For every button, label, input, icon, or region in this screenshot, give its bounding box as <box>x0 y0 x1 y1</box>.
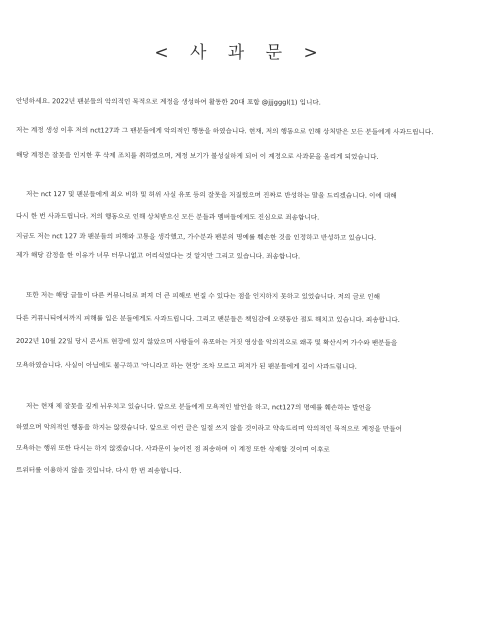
letter-line: 트위터를 이용하지 않을 것입니다. 다시 한 번 죄송합니다. <box>15 466 182 475</box>
letter-line: 저는 계정 생성 이후 저의 nct127과 그 팬분들에게 악의적인 행동을 하였습니다. 현재, 저의 행동으로 인해 상처받은 모든 분들에게 사과드립니다. <box>15 126 434 137</box>
letter-line: 모욕하는 행위 또한 다시는 하지 않겠습니다. 사과문이 늦어진 점 죄송하며 이 계정 또한 삭제할 것이며 이후로 <box>15 444 330 454</box>
letter-line: 제가 해당 감정을 한 이유가 너무 터무니없고 어리석었다는 것 알지만 그리고 있습니다. 죄송합니다. <box>15 251 301 261</box>
letter-line: 다시 한 번 사과드립니다. 저의 행동으로 인해 상처받으신 모든 분들과 멤버들에게도 진심으로 죄송합니다. <box>15 212 320 222</box>
letter-line: 안녕하세요. 2022년 팬분들의 악의적인 목적으로 계정을 생성하여 활동한 20대 포함 @jjjgggl(1) 입니다. <box>15 97 321 107</box>
letter-line: 해당 계정은 잘못을 인지한 후 삭제 조치를 취하였으며, 계정 보기가 불성실하게 되어 이 계정으로 사과문을 올리게 되었습니다. <box>15 151 379 161</box>
letter-line: 하였으며 악의적인 행동을 하지는 않겠습니다. 앞으로 이런 글은 일절 쓰지 않을 것이라고 약속드리며 악의적인 목적으로 계정을 만들어 <box>15 423 402 434</box>
letter-title: < 사 과 문 > <box>154 43 326 63</box>
letter-line: 저는 현재 제 잘못을 깊게 뉘우치고 있습니다. 앞으로 분들에게 모욕적인 발언을 하고, nct127의 명예를 훼손하는 발언을 <box>25 402 372 412</box>
letter-line: 또한 저는 해당 글들이 다른 커뮤니티로 퍼져 더 큰 피해로 번질 수 있다는 점을 인지하지 못하고 있었습니다. 저의 글로 인해 <box>25 291 381 301</box>
letter-line: 저는 nct 127 및 팬분들에게 최오 비하 및 허위 사실 유포 등의 잘못을 저질렀으며 진짜로 반성하는 말을 드리겠습니다. 이에 대해 <box>25 190 397 200</box>
letter-line: 지금도 저는 nct 127 과 팬분들의 피해와 고통을 생각했고, 가수분과 팬분의 명예를 훼손한 것을 인정하고 반성하고 있습니다. <box>15 232 377 242</box>
letter-line: 2022년 10월 22일 당시 콘서트 현장에 있지 않았으며 사람들이 유포하는 거짓 영상을 악의적으로 왜곡 및 확산시켜 가수와 팬분들을 <box>15 337 398 347</box>
letter-line: 모욕하였습니다. 사실이 아님에도 불구하고 '아니라고 하는 현장' 조차 모르고 퍼져가 된 팬분들에게 깊이 사과드립니다. <box>15 361 357 371</box>
letter-line: 다른 커뮤니티에서까지 피해를 입은 분들에게도 사과드립니다. 그리고 팬분들은 책임감에 오랫동안 절도 해치고 있습니다. 죄송합니다. <box>15 314 400 325</box>
